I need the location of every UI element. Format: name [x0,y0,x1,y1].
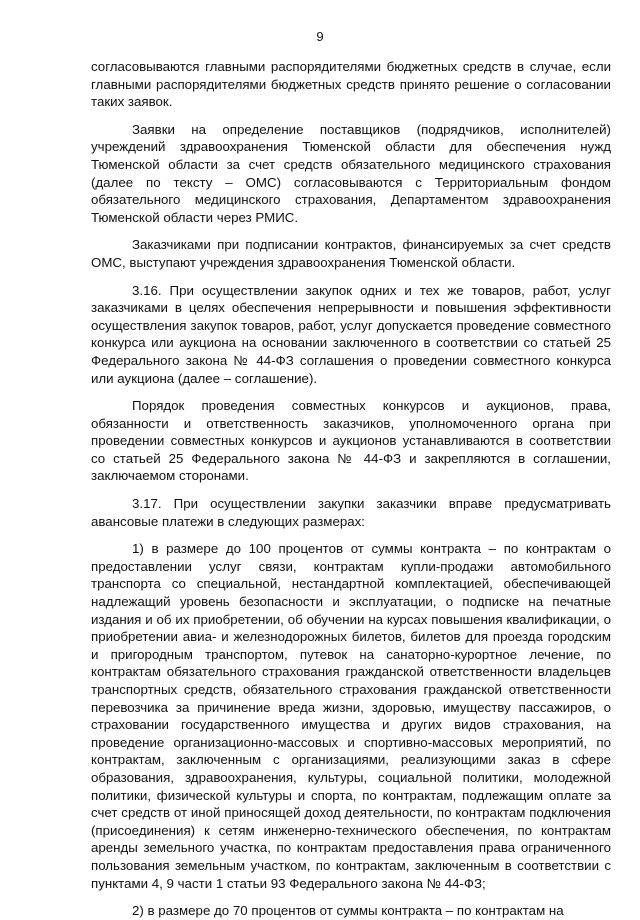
page-number: 9 [316,29,324,44]
paragraph-3-16: 3.16. При осуществлении закупок одних и тех же товаров, работ, услуг заказчиками в целях обеспечения непрерывности и повышения эффективности осуществления закупок товаров, работ, услуг допускается проведение совместного конкурса или аукциона на основании заключенного в соответствии со статьей 25 Федерального закона № 44-ФЗ соглашения о проведении совместного конкурса или аукциона (далее – соглашение). [91,282,611,386]
paragraph-applications-oms: Заявки на определение поставщиков (подрядчиков, исполнителей) учреждений здравоохранения Тюменской области для обеспечения нужд Тюменской области за счет средств обязательного медицинского страхования (далее по тексту – ОМС) согласовываются с Территориальным фондом обязательного медицинского страхования, Департаментом здравоохранения Тюменской области через РМИС. [91,121,611,225]
paragraph-joint-tenders-procedure: Порядок проведения совместных конкурсов и аукционов, права, обязанности и ответственность заказчиков, уполномоченного органа при проведении совместных конкурсов и аукционов устанавливаются в соответствии со статьей 25 Федерального закона № 44-ФЗ и закрепляются в соглашении, заключаемом сторонами. [91,398,611,484]
paragraph-customers-oms: Заказчиками при подписании контрактов, финансируемых за счет средств ОМС, выступают учреждения здравоохранения Тюменской области. [91,237,611,270]
paragraph-item-2: 2) в размере до 70 процентов от суммы контракта – по контрактам на [132,903,564,919]
paragraph-continuation: согласовываются главными распорядителями бюджетных средств в случае, если главными распорядителями бюджетных средств принято решение о согласовании таких заявок. [91,59,611,110]
document-body [91,58,611,920]
paragraph-item-1: 1) в размере до 100 процентов от суммы контракта – по контрактам о предоставлении услуг связи, контрактам купли-продажи автомобильного транспорта со специальной, нестандартной комплектацией, обеспечивающей надлежащий уровень безопасности и эксплуатации, о подписке на печатные издания и об их приобретении, об обучении на курсах повышения квалификации, о приобретении авиа- и железнодорожных билетов, билетов для проезда городским и пригородным транспортом, путевок на санаторно-курортное лечение, по контрактам обязательного страхования гражданской ответственности владельцев транспортных средств, обязательного страхования гражданской ответственности перевозчика за причинение вреда жизни, здоровью, имуществу пассажиров, о страховании государственного имущества и других видов страхования, на проведение организационно-массовых и спортивно-массовых мероприятий, по контрактам, заключенным с организациями, реализующими заказ в сфере образования, здравоохранения, культуры, социальной политики, молодежной политики, физической культуры и спорта, по контрактам, подлежащим оплате за счет средств от иной приносящей доход деятельности, по контрактам подключения (присоединения) к сетям инженерно-технического обеспечения, по контрактам аренды земельного участка, по контрактам предоставления права ограниченного пользования земельным участком, по контрактам, заключенным в соответствии с пунктами 4, 9 части 1 статьи 93 Федерального закона № 44-ФЗ; [91,541,611,891]
paragraph-3-17: 3.17. При осуществлении закупки заказчики вправе предусматривать авансовые платежи в следующих размерах: [91,496,611,529]
